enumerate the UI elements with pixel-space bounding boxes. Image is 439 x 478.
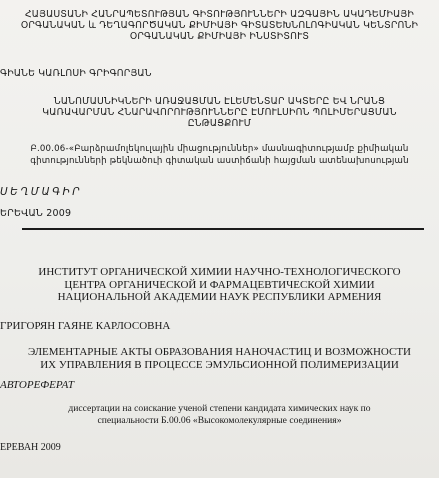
russian-institute-line-2: ЦЕНТРА ОРГАНИЧЕСКОЙ И ФАРМАЦЕВТИЧЕСКОЙ ХИМИИ: [64, 278, 375, 291]
russian-author-name: ГРИГОРЯН ГАЯНЕ КАРЛОСОВНА: [0, 320, 171, 332]
armenian-specialty-block: [0, 143, 439, 167]
russian-title-line-1: ЭЛЕМЕНТАРНЫЕ АКТЫ ОБРАЗОВАНИЯ НАНОЧАСТИЦ И ВОЗМОЖНОСТИ: [28, 346, 411, 358]
armenian-section: [0, 0, 439, 232]
russian-institute-block: [0, 266, 439, 304]
armenian-specialty-line-1: Բ.00.06-«Բարձրամոլեկուլային միացություններ» մասնագիտությամբ քիմիական: [30, 144, 409, 154]
section-divider: [22, 228, 424, 230]
russian-city-year: ЕРЕВАН 2009: [0, 442, 61, 453]
armenian-document-type: ՍԵՂՄԱԳԻՐ: [0, 186, 83, 198]
russian-specialty-line-2: специальности Б.00.06 «Высокомолекулярные соединения»: [97, 415, 342, 426]
armenian-title-line-3: ԸՆԹԱՑՔՈՒՄ: [187, 118, 252, 129]
russian-specialty-line-1: диссертации на соискание ученой степени кандидата химических наук по: [68, 403, 371, 414]
armenian-city-year: ԵՐԵՎԱՆ 2009: [0, 208, 72, 219]
russian-title-block: [0, 346, 439, 371]
russian-section: [0, 262, 439, 478]
armenian-institute-line-1: ՀԱՅԱՍՏԱՆԻ ՀԱՆՐԱՊԵՏՈՒԹՅԱՆ ԳԻՏՈՒԹՅՈՒՆՆԵՐԻ ԱԶԳԱՅԻՆ ԱԿԱԴԵՄԻԱՅԻ: [24, 9, 415, 20]
armenian-title-line-2: ԿԱՌԱՎԱՐՄԱՆ ՀՆԱՐԱՎՈՐՈՒԹՅՈՒՆՆԵՐԸ ԷՄՈՒԼՍԻՈՆ ՊՈԼԻՄԵՐԱՑՄԱՆ: [42, 107, 397, 118]
armenian-institute-line-2: ՕՐԳԱՆԱԿԱՆ և ԴԵՂԱԳՈՐԾԱԿԱՆ ՔԻՄԻԱՅԻ ԳԻՏԱՏԵԽՆՈԼՈԳԻԱԿԱՆ ԿԵՆՏՐՈՆԻ: [20, 20, 419, 31]
russian-institute-line-1: ИНСТИТУТ ОРГАНИЧЕСКОЙ ХИМИИ НАУЧНО-ТЕХНОЛОГИЧЕСКОГО: [38, 266, 401, 278]
armenian-title-line-1: ՆԱՆՈՄԱՍՆԻԿՆԵՐԻ ԱՌԱՋԱՑՄԱՆ ԷԼԵՄԵՆՏԱՐ ԱԿՏԵՐԸ ԵՎ ՆՐԱՆՑ: [53, 96, 386, 107]
russian-document-type: АВТОРЕФЕРАТ: [0, 379, 75, 391]
armenian-title-block: [0, 96, 439, 129]
russian-title-line-2: ИХ УПРАВЛЕНИЯ В ПРОЦЕССЕ ЭМУЛЬСИОННОЙ ПОЛИМЕРИЗАЦИИ: [40, 358, 399, 371]
armenian-institute-line-3: ՕՐԳԱՆԱԿԱՆ ՔԻՄԻԱՅԻ ԻՆՍՏԻՏՈՒՏ: [129, 31, 310, 42]
armenian-specialty-line-2: գիտությունների թեկնածուի գիտական աստիճանի հայցման ատենախոսության: [30, 156, 409, 166]
armenian-institute-block: [0, 9, 439, 42]
russian-specialty-block: [0, 403, 439, 427]
armenian-author-name: ԳԻԱՆԵ ԿԱՌԼՈՍԻ ԳՐԻԳՈՐՅԱՆ: [0, 68, 152, 79]
russian-institute-line-3: НАЦИОНАЛЬНОЙ АКАДЕМИИ НАУК РЕСПУБЛИКИ АРМЕНИЯ: [57, 291, 382, 303]
